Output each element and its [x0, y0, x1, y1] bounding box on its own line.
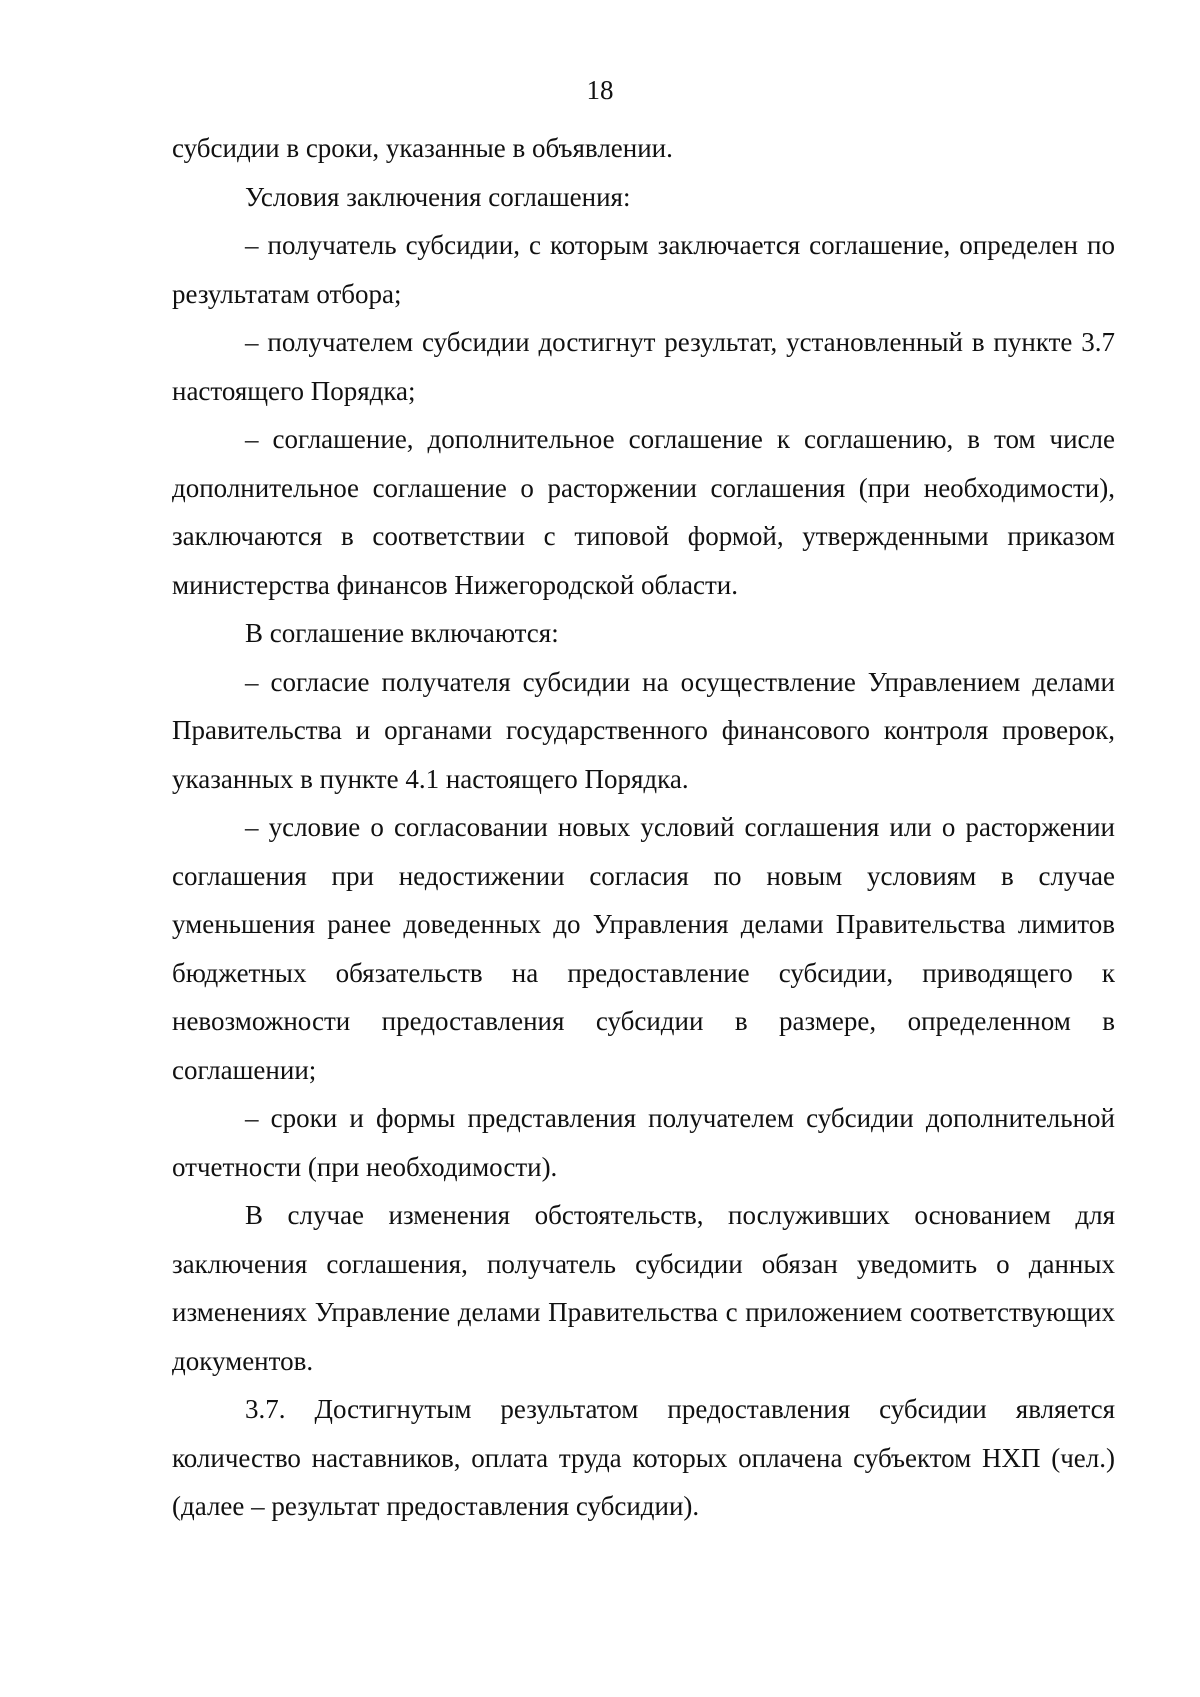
paragraph-condition-result: – получателем субсидии достигнут результат, установленный в пункте 3.7 настоящего Порядка;: [172, 327, 1115, 406]
paragraph-condition-selection: – получатель субсидии, с которым заключается соглашение, определен по результатам отбора;: [172, 230, 1115, 309]
paragraph-inclusion-new-conditions: – условие о согласовании новых условий соглашения или о расторжении соглашения при недостижении согласия по новым условиям в случае уменьшения ранее доведенных до Управления делами Правительства лимитов бюджетных обязательств на предоставление субсидии, приводящего к невозможности предоставления субсидии в размере, определенном в соглашении;: [172, 812, 1115, 1085]
paragraph-inclusion-consent: – согласие получателя субсидии на осуществление Управлением делами Правительства и органами государственного финансового контроля проверок, указанных в пункте 4.1 настоящего Порядка.: [172, 666, 1115, 794]
paragraph-conditions-heading: Условия заключения соглашения:: [245, 181, 631, 212]
paragraph-change-notification: В случае изменения обстоятельств, послуживших основанием для заключения соглашения, получатель субсидии обязан уведомить о данных изменениях Управление делами Правительства с приложением соответствующих документов.: [172, 1200, 1115, 1376]
paragraph-section-3-7: 3.7. Достигнутым результатом предоставления субсидии является количество наставников, оплата труда которых оплачена субъектом НХП (чел.) (далее – результат предоставления субсидии).: [172, 1394, 1115, 1521]
paragraph-inclusions-heading: В соглашение включаются:: [245, 618, 559, 648]
document-body: [172, 124, 1115, 1531]
paragraph-condition-form: – соглашение, дополнительное соглашение к соглашению, в том числе дополнительное соглашение о расторжении соглашения (при необходимости), заключаются в соответствии с типовой формой, утвержденными приказом министерства финансов Нижегородской области.: [172, 424, 1115, 600]
paragraph-continuation: субсидии в сроки, указанные в объявлении.: [172, 133, 673, 163]
paragraph-inclusion-reporting: – сроки и формы представления получателем субсидии дополнительной отчетности (при необходимости).: [172, 1103, 1115, 1182]
page-number: 18: [586, 75, 614, 105]
